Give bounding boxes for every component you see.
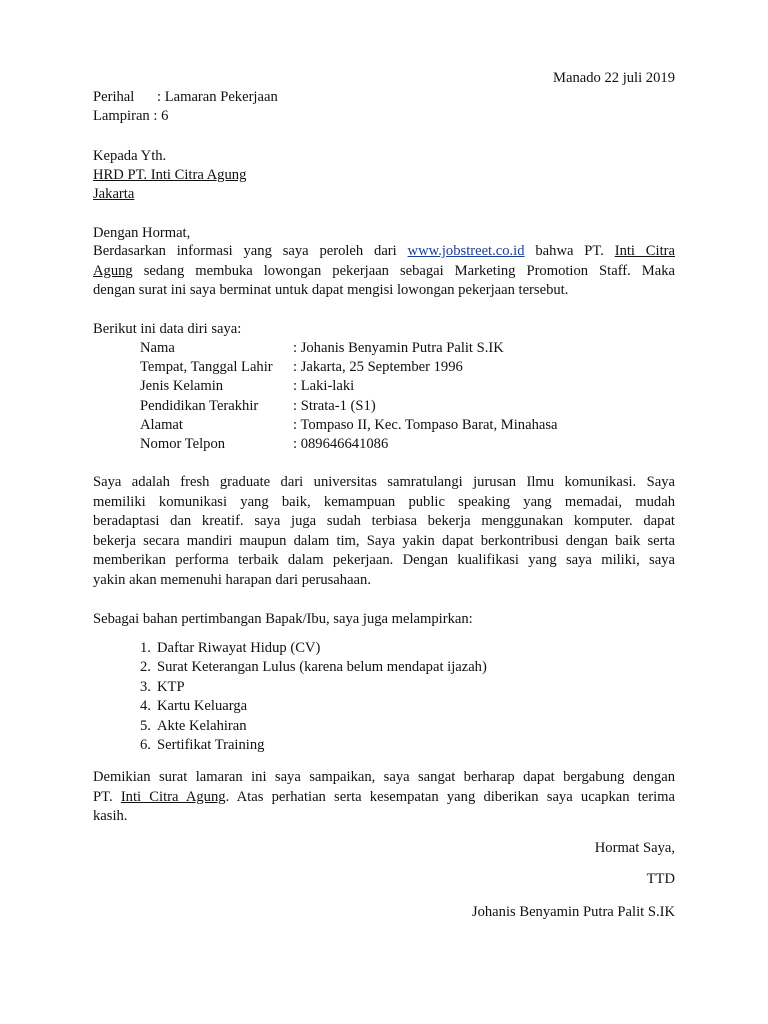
attachment-number: 6.	[140, 737, 151, 753]
personal-data-label: Nomor Telpon	[140, 436, 226, 452]
recipient-company: HRD PT. Inti Citra Agung	[93, 167, 247, 183]
about-line: memberikan performa terbaik dalam pekerjaan. Dengan kualifikasi yang saya miliki, saya	[93, 552, 675, 568]
personal-data-label: Jenis Kelamin	[140, 378, 224, 394]
subject-label: Perihal	[93, 89, 135, 105]
attachment-item: Daftar Riwayat Hidup (CV)	[157, 640, 321, 656]
about-paragraph	[93, 473, 675, 590]
place-date: Manado 22 juli 2019	[552, 70, 675, 86]
company-name-link: Inti Citra	[614, 243, 675, 259]
closing-line-2: PT. Inti Citra Agung. Atas perhatian serta kesempatan yang diberikan saya ucapkan terima	[93, 788, 675, 805]
signer-name: Johanis Benyamin Putra Palit S.IK	[471, 904, 675, 920]
personal-data-value: : 089646641086	[293, 436, 389, 452]
company-name-link-2: Agung	[93, 262, 133, 279]
attachment-number: 1.	[140, 640, 151, 656]
closing-line-3: kasih.	[93, 808, 128, 824]
about-line: yakin akan memenuhi harapan dari perusahaan.	[93, 571, 371, 588]
personal-data-heading: Berikut ini data diri saya:	[93, 321, 242, 337]
personal-data-value: : Johanis Benyamin Putra Palit S.IK	[293, 340, 504, 356]
jobstreet-link[interactable]: www.jobstreet.co.id	[407, 243, 525, 259]
attachment-item: Sertifikat Training	[157, 737, 265, 753]
about-line: Saya adalah fresh graduate dari universitas samratulangi jurusan Ilmu komunikasi. Saya	[93, 474, 675, 490]
attachment-item: Surat Keterangan Lulus (karena belum mendapat ijazah)	[157, 659, 487, 675]
closing-company-name: Inti Citra Agung	[120, 788, 226, 805]
intro-line-2: Agung sedang membuka lowongan pekerjaan sebagai Marketing Promotion Staff. Maka	[93, 262, 676, 279]
intro-paragraph	[93, 242, 675, 301]
personal-data-label: Tempat, Tanggal Lahir	[140, 359, 273, 375]
personal-data-value: : Tompaso II, Kec. Tompaso Barat, Minahasa	[293, 417, 558, 433]
attachment-item: Akte Kelahiran	[157, 718, 247, 734]
intro-line-1: Berdasarkan informasi yang saya peroleh dari www.jobstreet.co.id bahwa PT. Inti Citra	[93, 243, 675, 259]
subject-value: : Lamaran Pekerjaan	[157, 89, 278, 105]
signature-placeholder: TTD	[646, 871, 675, 887]
signoff: Hormat Saya,	[594, 840, 675, 856]
closing-line-1: Demikian surat lamaran ini saya sampaikan, saya sangat berharap dapat bergabung dengan	[93, 769, 675, 785]
about-line: bekerja secara mandiri maupun dalam tim, Saya yakin dapat berkontribusi dengan baik serta	[93, 532, 675, 549]
personal-data-value: : Strata-1 (S1)	[293, 398, 376, 414]
attachment-number: 4.	[140, 698, 151, 714]
recipient-city: Jakarta	[93, 186, 135, 202]
attachment-number: 3.	[140, 679, 151, 695]
personal-data-label: Pendidikan Terakhir	[140, 398, 259, 414]
intro-line-3: dengan surat ini saya berminat untuk dapat mengisi lowongan pekerjaan tersebut.	[93, 282, 569, 298]
personal-data-value: : Laki-laki	[293, 378, 355, 394]
attachment-item: Kartu Keluarga	[157, 698, 248, 714]
personal-data-label: Alamat	[140, 417, 183, 433]
closing-paragraph	[93, 768, 675, 827]
recipient-greeting: Kepada Yth.	[93, 148, 167, 164]
attachment-item: KTP	[157, 679, 185, 695]
about-line: memiliki komunikasi yang baik, kemampuan public speaking yang memadai, mudah	[93, 493, 675, 510]
attachment-number: 2.	[140, 659, 151, 675]
personal-data-label: Nama	[140, 340, 175, 356]
salutation: Dengan Hormat,	[93, 225, 191, 241]
attachments-intro: Sebagai bahan pertimbangan Bapak/Ibu, saya juga melampirkan:	[93, 611, 473, 627]
attachment-number: 5.	[140, 718, 151, 734]
personal-data-value: : Jakarta, 25 September 1996	[293, 359, 463, 375]
about-line: beradaptasi dan kreatif. saya juga sudah terbiasa bekerja menggunakan komputer. dapat	[93, 513, 675, 529]
attachment-count: Lampiran : 6	[93, 108, 169, 124]
